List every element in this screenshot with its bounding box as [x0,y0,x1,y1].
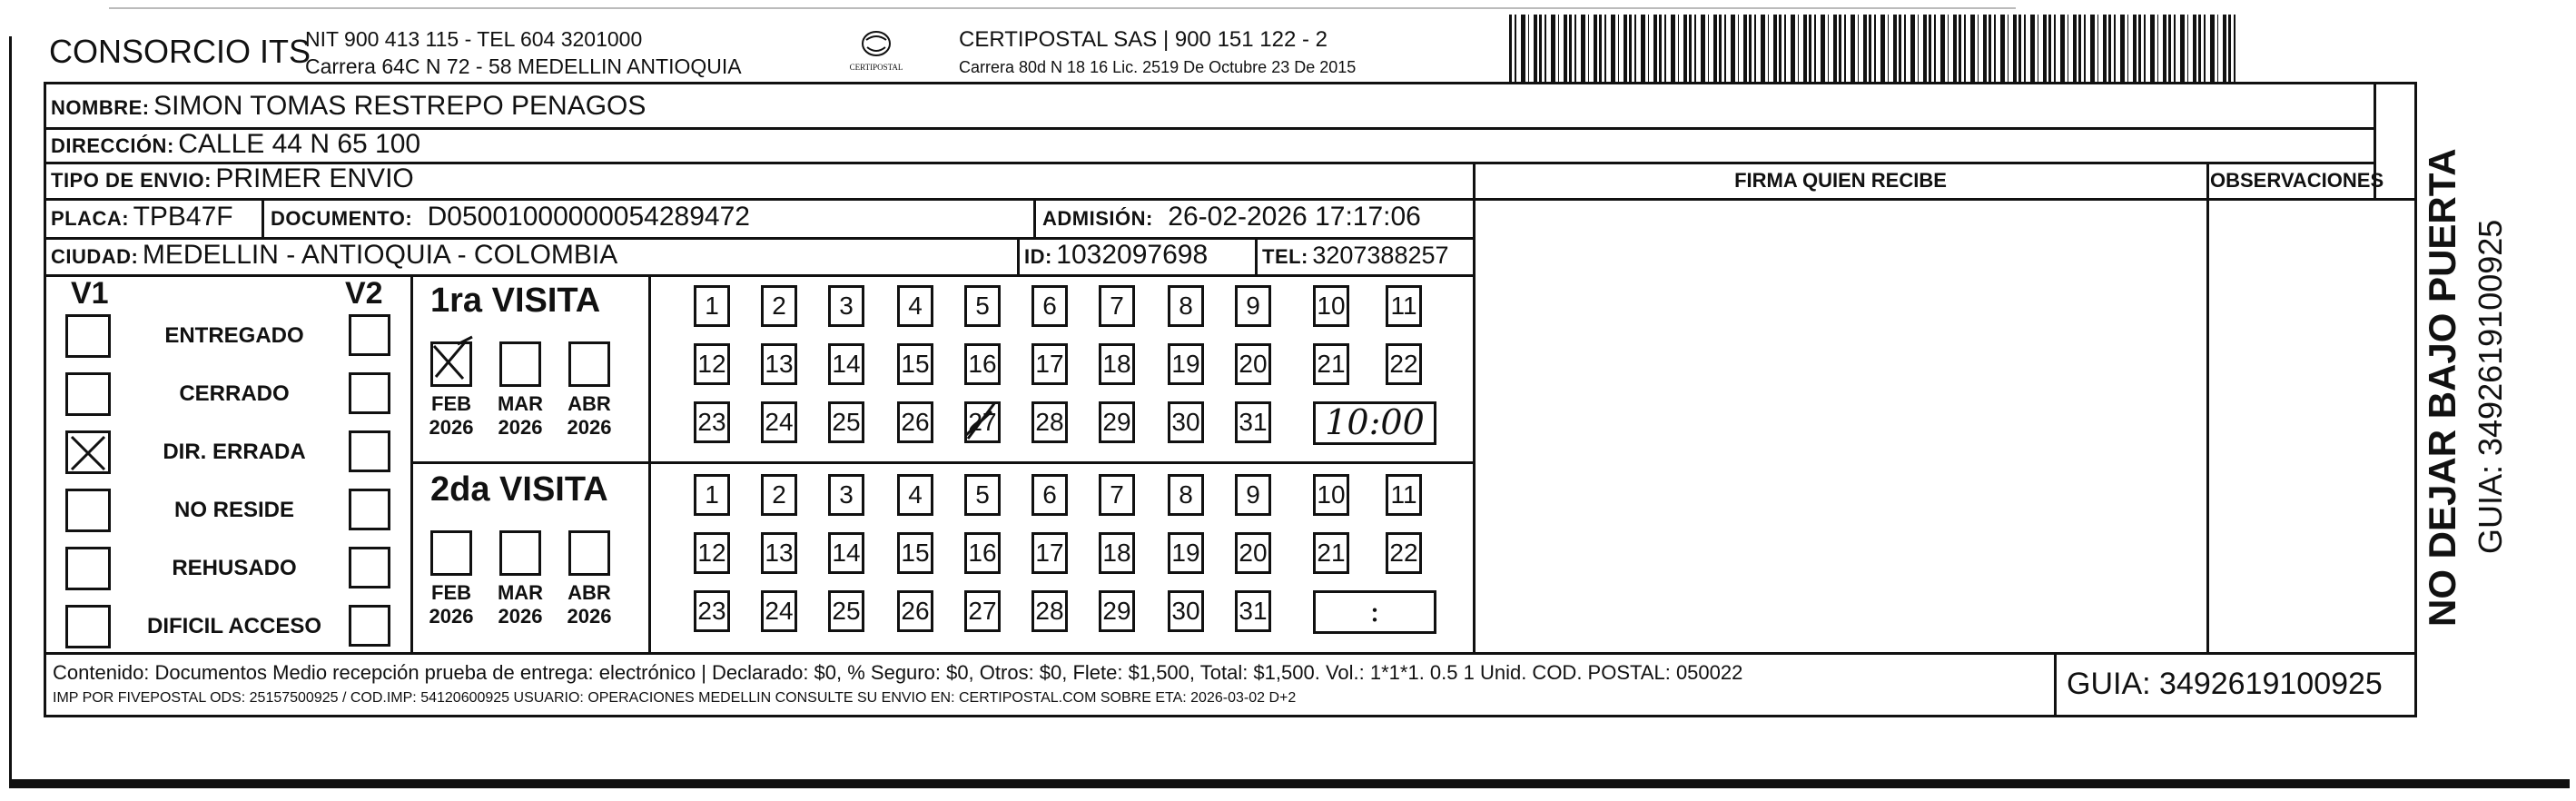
month-label [562,392,617,440]
time-value: 10:00 [1325,402,1425,442]
certipostal-logo-icon [858,29,894,58]
tipo-value: PRIMER ENVIO [215,163,414,193]
day-box[interactable]: 25 [828,401,864,443]
carrier-name: CERTIPOSTAL SAS | 900 151 122 - 2 [959,27,1327,52]
day-box[interactable]: 20 [1235,532,1271,574]
day-box[interactable]: 18 [1099,532,1135,574]
side-warning: NO DEJAR BAJO PUERTA [2421,148,2463,627]
company-name: CONSORCIO ITS [49,33,311,70]
tel-cell [1262,242,1449,270]
day-box[interactable]: 11 [1386,285,1422,327]
v2-header: V2 [345,276,383,311]
day-box[interactable]: 10 [1313,474,1349,516]
row-line-3 [44,198,2417,201]
status-label: CERRADO [179,381,290,406]
footer-line [44,652,2417,655]
direccion-label: DIRECCIÓN: [51,134,174,157]
day-box[interactable]: 26 [897,590,933,632]
nombre-value: SIMON TOMAS RESTREPO PENAGOS [153,91,646,121]
month-name: MAR [497,581,544,604]
month-label [424,581,479,628]
tel-label: TEL: [1262,245,1308,268]
month-name: ABR [568,392,611,415]
footer-guia: GUIA: 3492619100925 [2067,667,2383,701]
tipo-row [51,163,414,194]
v1-checkbox[interactable] [65,489,111,532]
placa-divider [262,198,264,238]
obs-left-line [2206,162,2209,654]
day-box[interactable]: 4 [897,285,933,327]
footer-guia-divider [2054,652,2057,717]
visit-months-divider [648,274,651,654]
admision-label: ADMISIÓN: [1042,207,1153,230]
day-box[interactable]: 30 [1168,401,1204,443]
day-box[interactable]: 16 [964,532,1001,574]
company-address: Carrera 64C N 72 - 58 MEDELLIN ANTIOQUIA [305,54,742,78]
month-label [424,392,479,440]
ciudad-value: MEDELLIN - ANTIOQUIA - COLOMBIA [142,240,618,270]
day-box[interactable]: 22 [1386,532,1422,574]
v1-checkbox[interactable] [65,430,111,474]
day-box[interactable]: 13 [761,532,797,574]
id-cell [1024,240,1208,271]
day-box[interactable]: 10 [1313,285,1349,327]
day-box[interactable]: 25 [828,590,864,632]
day-box[interactable]: 22 [1386,343,1422,385]
day-box[interactable]: 12 [694,343,730,385]
admision-cell [1042,202,1421,232]
month-checkbox[interactable] [499,530,541,576]
tel-value: 3207388257 [1312,242,1449,269]
day-box[interactable]: 27 [964,401,1001,443]
day-box[interactable]: 15 [897,532,933,574]
carrier-address: Carrera 80d N 18 16 Lic. 2519 De Octubre 23 De 2015 [959,58,1357,76]
documento-cell [271,202,750,232]
day-box[interactable]: 4 [897,474,933,516]
bottom-edge-line [9,779,2570,788]
status-label: DIR. ERRADA [163,440,306,464]
visit-title: 1ra VISITA [430,282,601,320]
tipo-label: TIPO DE ENVIO: [51,169,212,192]
id-divider [1017,237,1020,275]
observaciones-header: OBSERVACIONES [2210,169,2384,192]
day-box[interactable]: 26 [897,401,933,443]
v2-checkbox[interactable] [349,314,390,356]
v2-checkbox[interactable] [349,547,390,588]
day-box[interactable]: 6 [1031,285,1068,327]
month-checkbox[interactable] [499,341,541,387]
day-box[interactable]: 5 [964,285,1001,327]
day-box[interactable]: 28 [1031,401,1068,443]
ciudad-cell [51,240,617,271]
month-name: FEB [431,392,471,415]
day-box[interactable]: 12 [694,532,730,574]
company-nit: NIT 900 413 115 - TEL 604 3201000 [305,27,643,51]
day-box[interactable]: 24 [761,401,797,443]
row-line-5 [44,274,1475,277]
v1-header: V1 [71,276,109,311]
day-box[interactable]: 17 [1031,343,1068,385]
direccion-row [51,129,420,160]
day-box[interactable]: 31 [1235,401,1271,443]
month-label [493,392,548,440]
day-box[interactable]: 1 [694,474,730,516]
direccion-value: CALLE 44 N 65 100 [178,129,421,159]
v2-checkbox[interactable] [349,489,390,530]
day-box[interactable]: 19 [1168,343,1204,385]
tel-divider [1255,237,1258,275]
v2-checkbox[interactable] [349,605,390,647]
day-box[interactable]: 29 [1099,590,1135,632]
day-box[interactable]: 6 [1031,474,1068,516]
status-label: ENTREGADO [164,323,304,348]
month-year: 2026 [567,605,612,628]
status-label: NO RESIDE [173,498,295,522]
day-box[interactable]: 5 [964,474,1001,516]
day-box[interactable]: 15 [897,343,933,385]
nombre-label: NOMBRE: [51,96,150,119]
footer-imp: IMP POR FIVEPOSTAL ODS: 25157500925 / COD.IMP: 54120600925 USUARIO: OPERACIONES MEDELLIN CONSULTE SU ENVIO EN: CERTIPOSTAL.COM SOBRE ETA: 2026-03-02 D+2 [53,690,1297,706]
documento-value: D05001000000054289472 [427,202,750,232]
documento-label: DOCUMENTO: [271,207,413,230]
firma-header: FIRMA QUIEN RECIBE [1734,169,1947,192]
placa-cell [51,202,233,232]
v1-checkbox[interactable] [65,372,111,416]
v2-checkbox[interactable] [349,372,390,414]
month-year: 2026 [567,416,612,439]
day-box[interactable]: 24 [761,590,797,632]
id-label: ID: [1024,245,1052,268]
month-checkbox[interactable] [568,530,610,576]
month-name: MAR [497,392,544,415]
day-box[interactable]: 3 [828,474,864,516]
day-box[interactable]: 23 [694,590,730,632]
placa-label: PLACA: [51,207,130,230]
v1-checkbox[interactable] [65,314,111,358]
month-label [493,581,548,628]
day-box[interactable]: 16 [964,343,1001,385]
day-box[interactable]: 31 [1235,590,1271,632]
day-box[interactable]: 7 [1099,474,1135,516]
day-box[interactable]: 17 [1031,532,1068,574]
row-line-6 [2206,198,2417,201]
day-box[interactable]: 9 [1235,474,1271,516]
month-year: 2026 [498,605,543,628]
month-label [562,581,617,628]
id-value: 1032097698 [1056,240,1209,270]
day-box[interactable]: 27 [964,590,1001,632]
month-year: 2026 [429,605,474,628]
x-mark-icon [430,337,472,382]
month-checkbox[interactable] [568,341,610,387]
day-box[interactable]: 30 [1168,590,1204,632]
day-box[interactable]: 2 [761,285,797,327]
day-box[interactable]: 8 [1168,474,1204,516]
day-box[interactable]: 29 [1099,401,1135,443]
day-box[interactable]: 21 [1313,343,1349,385]
day-box[interactable]: 20 [1235,343,1271,385]
left-edge-mark [9,36,12,781]
day-box[interactable]: 9 [1235,285,1271,327]
status-divider [410,274,413,654]
day-box[interactable]: 23 [694,401,730,443]
day-box[interactable]: 8 [1168,285,1204,327]
month-checkbox[interactable] [430,530,472,576]
month-year: 2026 [429,416,474,439]
strike-mark-icon [964,399,1001,444]
side-guia: GUIA: 3492619100925 [2472,219,2509,554]
day-box[interactable]: 14 [828,343,864,385]
month-name: FEB [431,581,471,604]
day-box[interactable]: 14 [828,532,864,574]
day-box[interactable]: 1 [694,285,730,327]
nombre-row [51,91,646,122]
admision-divider [1033,198,1036,238]
day-box[interactable]: 2 [761,474,797,516]
day-box[interactable]: 28 [1031,590,1068,632]
logo-text: CERTIPOSTAL [849,63,903,72]
v1-checkbox[interactable] [65,547,111,590]
day-box[interactable]: 21 [1313,532,1349,574]
certipostal-logo [835,29,917,74]
x-mark-icon [68,433,108,473]
day-box[interactable]: 11 [1386,474,1422,516]
v2-checkbox[interactable] [349,430,390,472]
month-name: ABR [568,581,611,604]
status-label: REHUSADO [172,556,297,580]
visit-divider [410,461,1475,464]
day-box[interactable]: 3 [828,285,864,327]
observaciones-area[interactable] [2212,203,2370,648]
admision-value: 26-02-2026 17:17:06 [1168,202,1421,232]
visit-title: 2da VISITA [430,470,608,509]
firma-left-line [1473,162,1476,654]
day-box[interactable]: 19 [1168,532,1204,574]
signature-area[interactable] [1478,203,2203,648]
day-box[interactable]: 13 [761,343,797,385]
time-box[interactable] [1313,590,1436,634]
v1-checkbox[interactable] [65,605,111,648]
day-box[interactable]: 18 [1099,343,1135,385]
footer-contenido: Contenido: Documentos Medio recepción prueba de entrega: electrónico | Declarado: $0, % Seguro: $0, Otros: $0, Flete: $1,500, Total: $1,500. Vol.: 1*1*1. 0.5 1 Unid. COD. POSTAL: 050022 [53,661,1743,684]
ciudad-label: CIUDAD: [51,245,139,268]
placa-value: TPB47F [133,202,233,232]
time-value: : [1369,593,1380,629]
status-label: DIFICIL ACCESO [146,614,321,638]
barcode [1509,15,2237,82]
time-box[interactable] [1313,401,1436,445]
day-box[interactable]: 7 [1099,285,1135,327]
month-year: 2026 [498,416,543,439]
top-edge-line [109,7,2016,9]
month-checkbox[interactable] [430,341,472,387]
